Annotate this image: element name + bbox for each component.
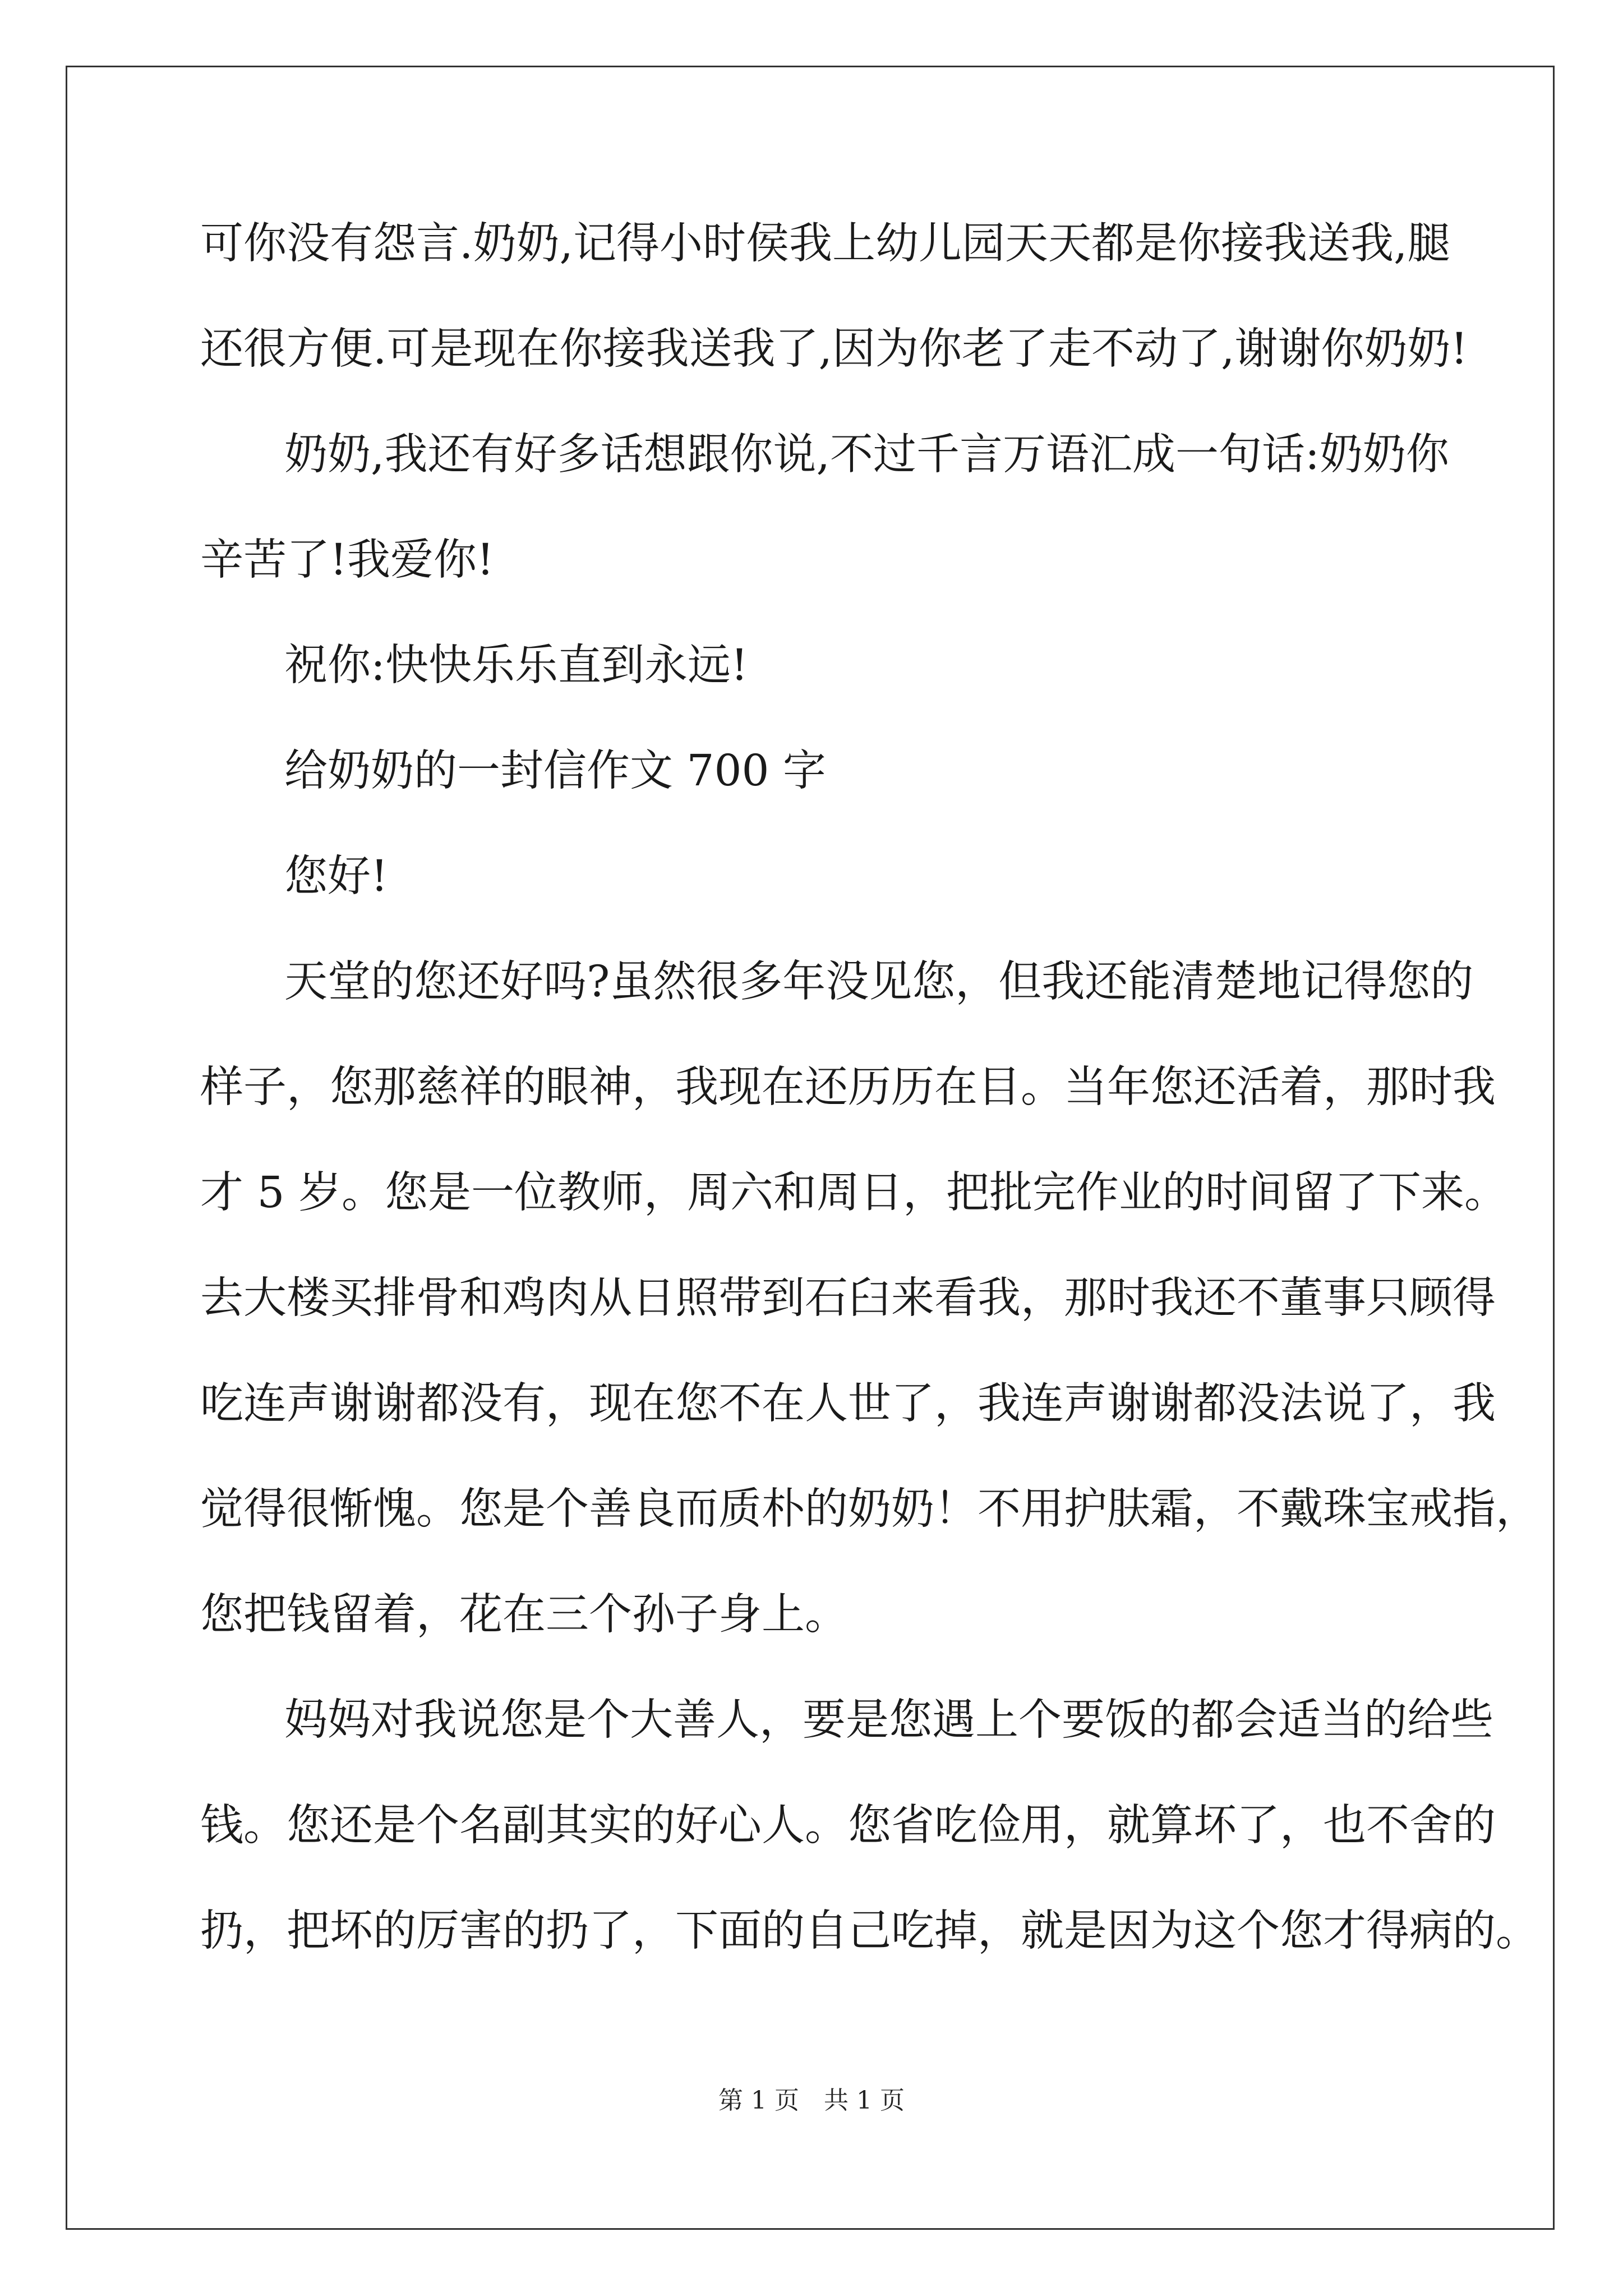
text-line: 去大楼买排骨和鸡肉从日照带到石臼来看我，那时我还不董事只顾得 (200, 1273, 1496, 1323)
text-line: 给奶奶的一封信作文 700 字 (284, 746, 826, 796)
text-line: 样子，您那慈祥的眼神，我现在还历历在目。当年您还活着，那时我 (200, 1062, 1496, 1112)
text-line: 妈妈对我说您是个大善人，要是您遇上个要饭的都会适当的给些 (284, 1695, 1493, 1745)
text-line: 还很方便.可是现在你接我送我了,因为你老了走不动了,谢谢你奶奶! (200, 324, 1468, 374)
text-line: 您好! (284, 852, 388, 901)
text-line: 才 5 岁。您是一位教师，周六和周日，把批完作业的时间留了下来。 (200, 1168, 1507, 1218)
text-line: 天堂的您还好吗?虽然很多年没见您，但我还能清楚地记得您的 (284, 957, 1474, 1007)
text-line: 祝你:快快乐乐直到永远! (284, 641, 748, 691)
text-line: 觉得很惭愧。您是个善良而质朴的奶奶！不用护肤霜，不戴珠宝戒指， (200, 1484, 1539, 1534)
text-line: 可你没有怨言.奶奶,记得小时侯我上幼儿园天天都是你接我送我,腿 (200, 219, 1451, 269)
text-line: 辛苦了!我爱你! (200, 535, 494, 585)
text-line: 扔，把坏的厉害的扔了，下面的自己吃掉，就是因为这个您才得病的。 (200, 1906, 1539, 1956)
text-line: 吃连声谢谢都没有，现在您不在人世了，我连声谢谢都没法说了，我 (200, 1379, 1496, 1429)
text-line: 您把钱留着，花在三个孙子身上。 (200, 1590, 848, 1640)
text-line: 钱。您还是个名副其实的好心人。您省吃俭用，就算坏了，也不舍的 (200, 1801, 1496, 1851)
text-line: 奶奶,我还有好多话想跟你说,不过千言万语汇成一句话:奶奶你 (284, 430, 1449, 480)
page-footer: 第 1 页 共 1 页 (718, 2086, 905, 2115)
page-border (66, 66, 1555, 2230)
